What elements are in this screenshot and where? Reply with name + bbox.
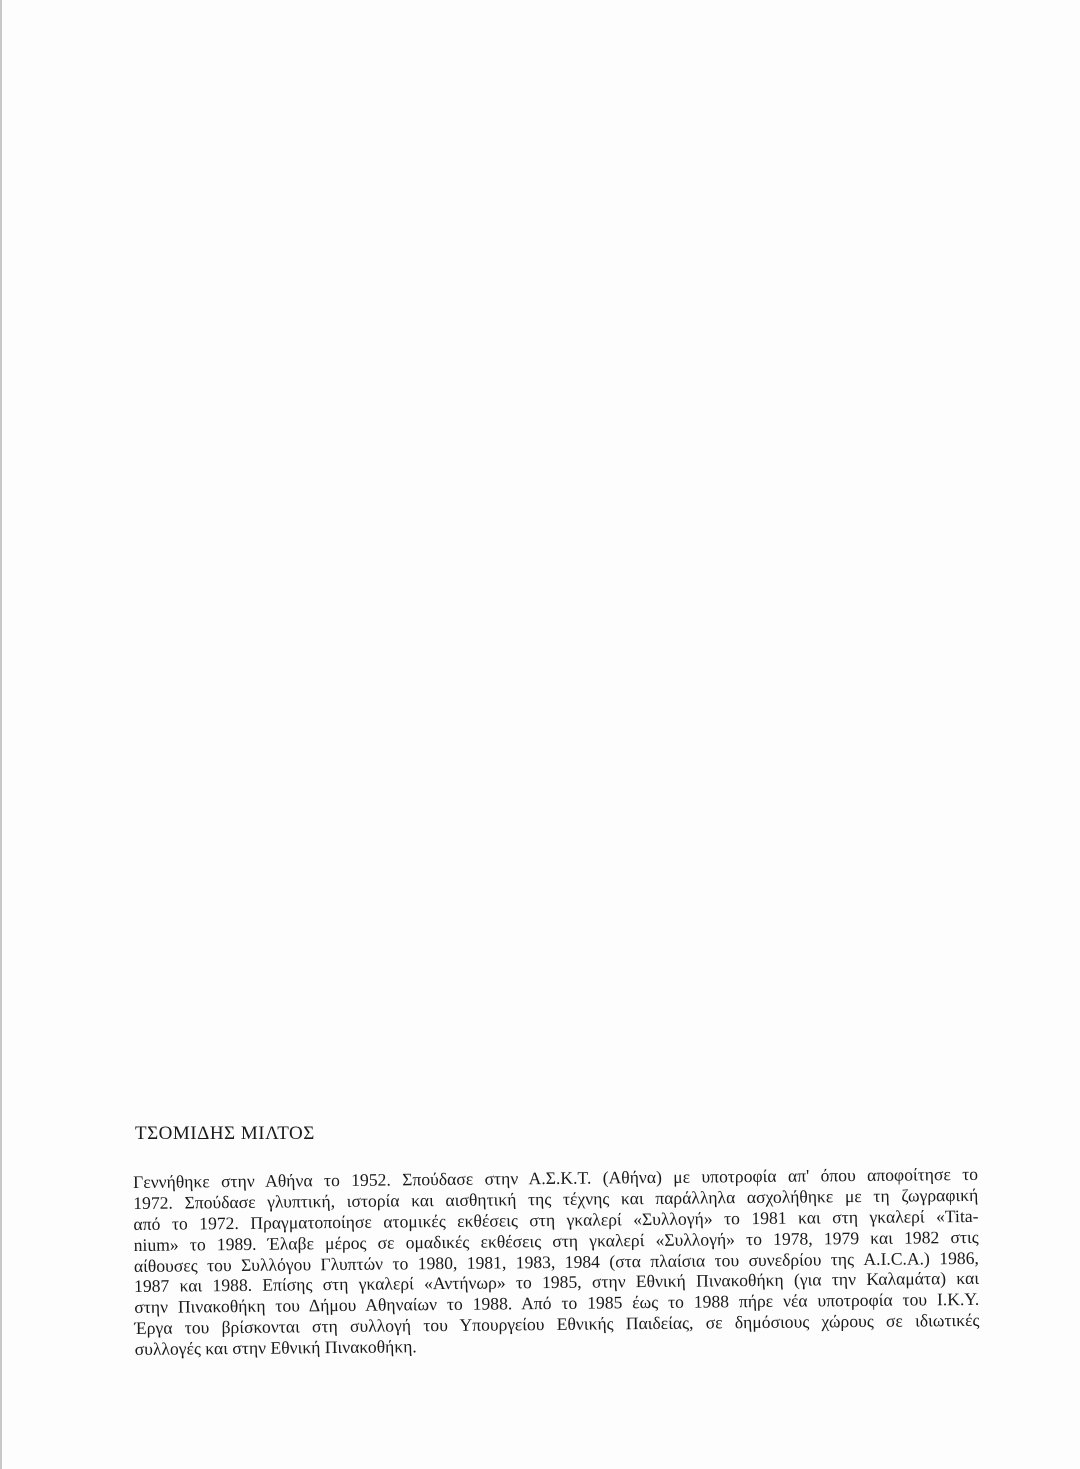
bio-line: nium» το 1989. Έλαβε μέρος σε ομαδικές εκθέσεις στη γκαλερί «Συλλογή» το 1978, 1979 και 1982 στις [133, 1226, 979, 1255]
bio-line: αίθουσες του Συλλόγου Γλυπτών το 1980, 1981, 1983, 1984 (στα πλαίσια του συνεδρίου της A.I.C.A.) 1986, [133, 1247, 979, 1276]
bio-line: από το 1972. Πραγματοποίησε ατομικές εκθέσεις στη γκαλερί «Συλλογή» το 1981 και στη γκαλερί «Tita- [133, 1205, 979, 1234]
artist-name-heading: ΤΣΟΜΙΔΗΣ ΜΙΛΤΟΣ [135, 1123, 315, 1144]
bio-line: συλλογές και στην Εθνική Πινακοθήκη. [134, 1336, 417, 1360]
biography-paragraph [133, 1164, 980, 1360]
bio-line: Γεννήθηκε στην Αθήνα το 1952. Σπούδασε στην Α.Σ.Κ.Τ. (Αθήνα) με υποτροφία απ' όπου αποφοίτησε το [133, 1163, 979, 1192]
bio-line: 1987 και 1988. Επίσης στη γκαλερί «Αντήνωρ» το 1985, στην Εθνική Πινακοθήκη (για την Καλαμάτα) και [134, 1268, 980, 1297]
page-edge-shadow [0, 0, 2, 1469]
bio-line: 1972. Σπούδασε γλυπτική, ιστορία και αισθητική της τέχνης και παράλληλα ασχολήθηκε με τη ζωγραφική [133, 1184, 979, 1213]
bio-line: στην Πινακοθήκη του Δήμου Αθηναίων το 1988. Από το 1985 έως το 1988 πήρε νέα υποτροφία του Ι.Κ.Υ. [134, 1289, 980, 1318]
bio-line: Έργα του βρίσκονται στη συλλογή του Υπουργείου Εθνικής Παιδείας, σε δημόσιους χώρους σε ιδιωτικές [134, 1310, 980, 1339]
